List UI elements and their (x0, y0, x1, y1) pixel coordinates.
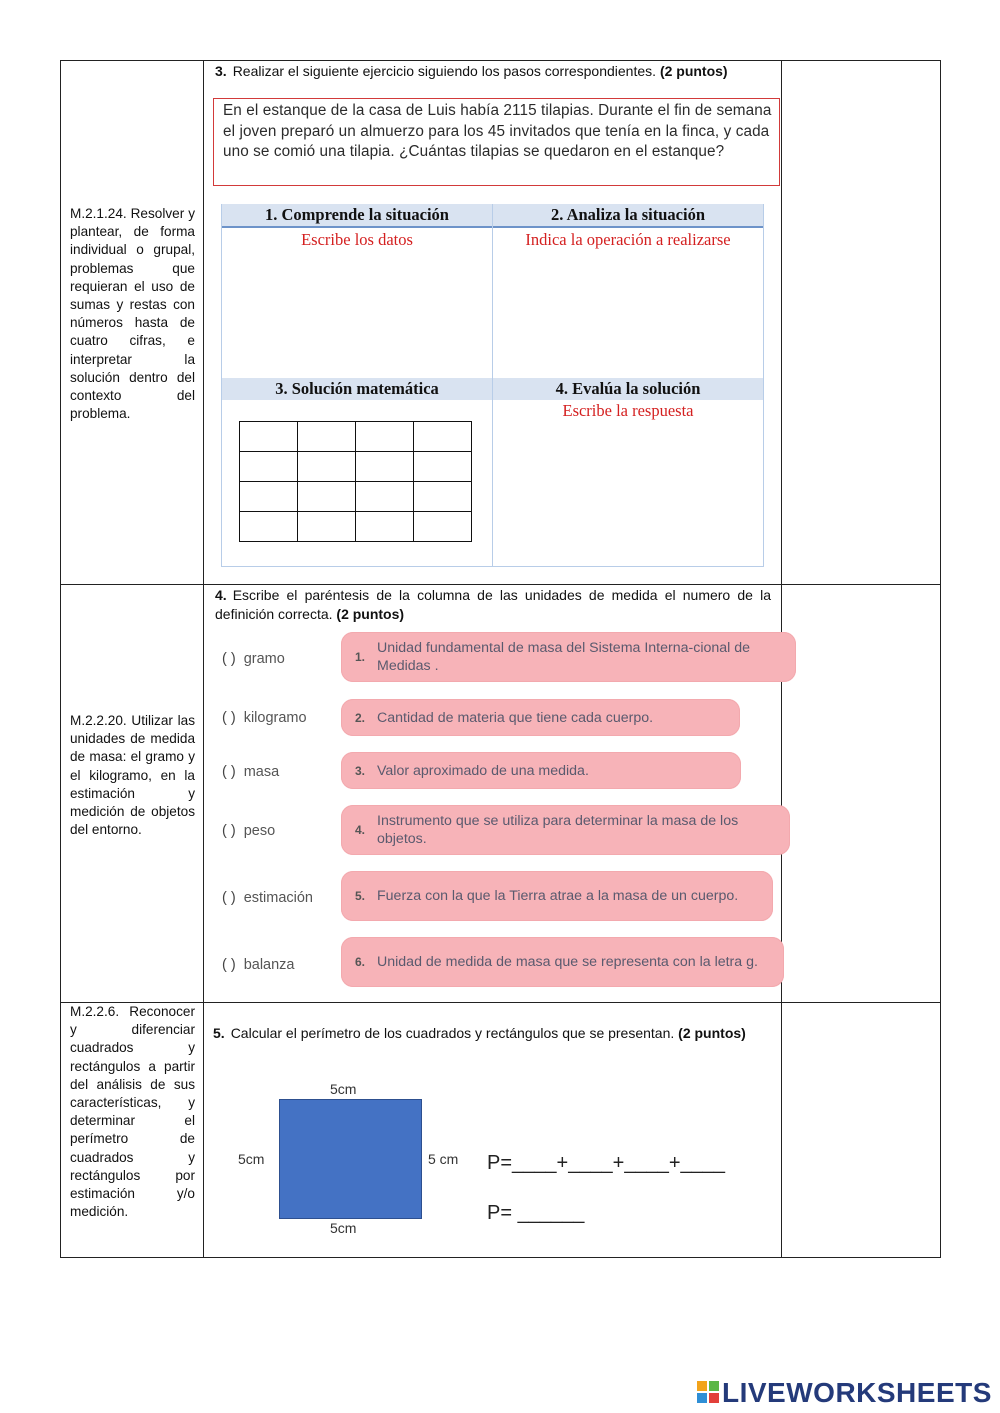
grid-cell[interactable] (298, 422, 356, 452)
unit-paren: ( ) (222, 710, 236, 726)
unit-label: balanza (243, 957, 295, 973)
grid-cell[interactable] (356, 422, 414, 452)
definition-text: Unidad de medida de masa que se representa con la letra g. (377, 954, 758, 970)
unit-estimacion[interactable] (222, 890, 313, 906)
definition-6 (341, 937, 784, 987)
q3-instruction: Realizar el siguiente ejercicio siguiendo los pasos correspondientes. (232, 63, 657, 79)
definition-number: 4. (355, 823, 366, 837)
grid-cell[interactable] (414, 512, 472, 542)
measure-right: 5 cm (428, 1151, 459, 1167)
unit-paren: ( ) (222, 764, 236, 780)
definition-3 (341, 752, 741, 789)
q3-points: (2 puntos) (659, 63, 728, 79)
grid-cell[interactable] (298, 482, 356, 512)
column-divider-1 (203, 60, 204, 1258)
definition-text: Cantidad de materia que tiene cada cuerpo. (377, 709, 654, 726)
grid-cell[interactable] (240, 482, 298, 512)
grid-cell[interactable] (298, 512, 356, 542)
frame-bottom (221, 566, 764, 567)
unit-balanza[interactable] (222, 957, 294, 973)
frame-right (763, 204, 764, 566)
grid-cell[interactable] (240, 422, 298, 452)
table-border-top (60, 60, 941, 61)
step-1-header: 1. Comprende la situación (222, 204, 492, 226)
criterion-2: M.2.2.20. Utilizar las unidades de medida de masa: el gramo y el kilogramo, en la estimación y medición de objetos del entorno. (70, 713, 195, 838)
q4-instruction: Escribe el paréntesis de la columna de las unidades de medida el numero de la definición correcta. (215, 587, 771, 622)
liveworksheets-logo: LIVEWORKSHEETS (722, 1377, 992, 1408)
step-1-hint: Escribe los datos (301, 230, 413, 249)
definition-text: Instrumento que se utiliza para determinar la masa de los objetos. (377, 813, 739, 847)
q3-story-box: En el estanque de la casa de Luis había 2115 tilapias. Durante el fin de semana el joven preparó un almuerzo para los 45 invitados que tenía en la finca, y cada uno se comió una tilapia. ¿Cuántas tilapias se quedaron en el estanque? (213, 98, 780, 186)
unit-label: masa (243, 764, 280, 780)
q5-title (213, 1024, 771, 1043)
table-border-left (60, 60, 61, 1258)
unit-paren: ( ) (222, 823, 236, 839)
perimeter-formula[interactable]: P=____+____+____+____ (487, 1152, 726, 1174)
grid-cell[interactable] (356, 512, 414, 542)
unit-label: estimación (243, 890, 313, 906)
unit-paren: ( ) (222, 957, 236, 973)
definition-text: Unidad fundamental de masa del Sistema Interna-cional de Medidas . (377, 640, 751, 674)
measure-bottom: 5cm (330, 1220, 357, 1236)
q5-instruction: Calcular el perímetro de los cuadrados y rectángulos que se presentan. (230, 1025, 675, 1041)
step-4-hint: Escribe la respuesta (562, 401, 694, 420)
grid-cell[interactable] (356, 452, 414, 482)
definition-number: 6. (355, 955, 366, 969)
definition-5 (341, 871, 773, 921)
unit-peso[interactable] (222, 823, 275, 839)
definition-text: Valor aproximado de una medida. (377, 762, 589, 779)
definition-2 (341, 699, 740, 736)
q5-number: 5. (213, 1025, 225, 1041)
criterion-3: M.2.2.6. Reconocer y diferenciar cuadrados y rectángulos a partir del análisis de sus características, y determinar el perímetro de cuadrados y rectángulos por estimación y/o medición. (70, 1004, 195, 1220)
measure-left: 5cm (238, 1151, 265, 1167)
answer-grid (239, 421, 472, 542)
grid-cell[interactable] (240, 512, 298, 542)
step-4-header: 4. Evalúa la solución (493, 378, 763, 400)
unit-kilogramo[interactable] (222, 710, 307, 726)
definition-1 (341, 632, 796, 682)
frame-left (221, 204, 222, 566)
unit-masa[interactable] (222, 764, 279, 780)
perimeter-answer[interactable]: P= ______ (487, 1202, 585, 1224)
q4-number: 4. (215, 587, 227, 603)
grid-cell[interactable] (414, 422, 472, 452)
definition-number: 3. (355, 763, 366, 778)
definition-number: 1. (355, 650, 366, 664)
unit-label: kilogramo (243, 710, 307, 726)
definition-number: 2. (355, 710, 366, 725)
grid-cell[interactable] (356, 482, 414, 512)
criterion-1: M.2.1.24. Resolver y plantear, de forma individual o grupal, problemas que requieran el uso de sumas y restas con números hasta de cuatro cifras, e interpretar la solución dentro del contexto del problema. (70, 206, 195, 422)
blue-square (279, 1099, 422, 1219)
step-2-header: 2. Analiza la situación (493, 204, 763, 226)
table-border-bottom (60, 1257, 941, 1258)
unit-paren: ( ) (222, 890, 236, 906)
definition-number: 5. (355, 889, 366, 903)
unit-label: peso (243, 823, 276, 839)
measure-top: 5cm (330, 1081, 357, 1097)
liveworksheets-logo-icon (697, 1381, 719, 1403)
unit-gramo[interactable] (222, 651, 285, 667)
grid-cell[interactable] (298, 452, 356, 482)
definition-text: Fuerza con la que la Tierra atrae a la masa de un cuerpo. (377, 888, 739, 904)
unit-paren: ( ) (222, 651, 236, 667)
grid-cell[interactable] (240, 452, 298, 482)
q5-points: (2 puntos) (678, 1025, 746, 1041)
unit-label: gramo (243, 651, 285, 667)
table-border-right (940, 60, 941, 1258)
q4-points: (2 puntos) (336, 606, 405, 622)
grid-cell[interactable] (414, 452, 472, 482)
q3-number: 3. (215, 63, 227, 79)
q3-title (215, 62, 775, 81)
q4-title (215, 586, 771, 624)
step-2-hint: Indica la operación a realizarse (525, 230, 731, 249)
definition-4 (341, 805, 790, 855)
step-3-header: 3. Solución matemática (222, 378, 492, 400)
grid-cell[interactable] (414, 482, 472, 512)
row-divider-1 (60, 584, 941, 585)
frame-middle (492, 204, 493, 566)
